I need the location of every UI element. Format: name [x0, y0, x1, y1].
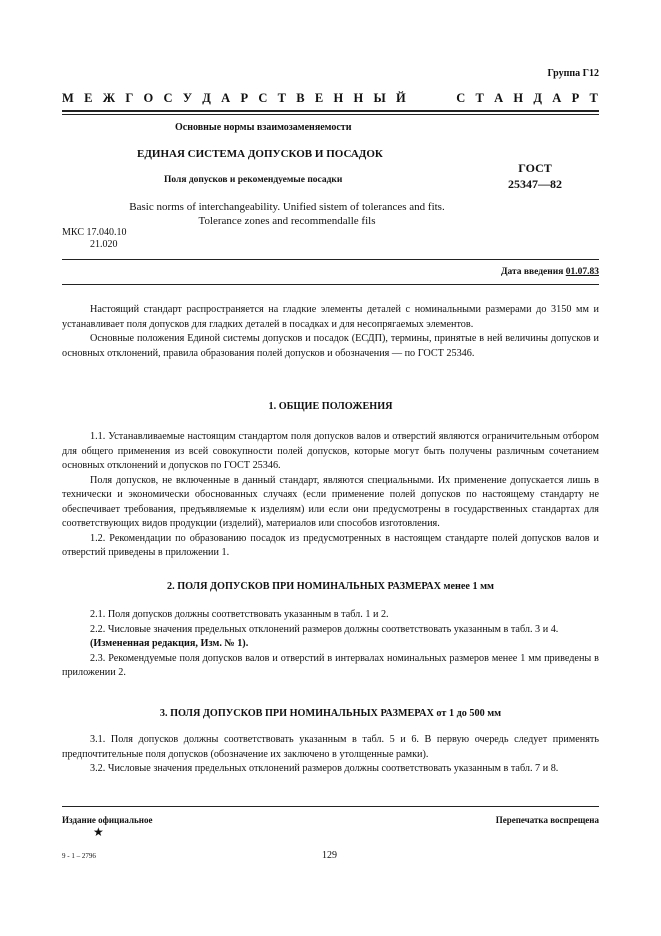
page-number: 129	[322, 850, 337, 861]
document-title: ЕДИНАЯ СИСТЕМА ДОПУСКОВ И ПОСАДОК	[137, 148, 383, 160]
paragraph: 1.2. Рекомендации по образованию посадок из предусмотренных в настоящем стандарте полей допусков валов и отверстий приведены в приложении 1.	[62, 532, 599, 558]
english-title-line: Basic norms of interchangeability. Unified sistem of tolerances and fits.	[129, 201, 445, 213]
gost-label: ГОСТ	[518, 161, 552, 175]
header-letter: А	[552, 91, 563, 105]
paragraph: 3.2. Числовые значения предельных отклонений размеров должны соответствовать указанным в табл. 7 и 8.	[90, 763, 559, 774]
header-letter	[429, 91, 433, 106]
header-letter: Н	[353, 91, 365, 105]
header-letter: Т	[277, 91, 288, 105]
header-letter: Т	[475, 91, 485, 105]
paragraph: Настоящий стандарт распространяется на гладкие элементы деталей с номинальными размерами до 3150 мм и устанавливает поля допусков для гладких деталей в посадках и для несопрягаемых элементов.	[62, 304, 599, 330]
header-letter: С	[456, 91, 467, 105]
mks-codes	[62, 227, 126, 251]
section-heading: 3. ПОЛЯ ДОПУСКОВ ПРИ НОМИНАЛЬНЫХ РАЗМЕРАХ от 1 до 500 мм	[159, 708, 502, 719]
header-letter: О	[143, 91, 155, 105]
reprint-prohibited-label: Перепечатка воспрещена	[495, 815, 599, 825]
header-letter: Ы	[373, 91, 387, 105]
header-rule-thick	[62, 110, 599, 112]
header-letter: А	[494, 91, 505, 105]
header-letter: Г	[125, 91, 135, 105]
gost-number-block	[508, 160, 562, 192]
subtitle-tolerances: Поля допусков и рекомендуемые посадки	[164, 175, 343, 185]
title-rule	[62, 259, 599, 260]
header-letter: Е	[314, 91, 325, 105]
english-title	[62, 200, 512, 228]
header-letter: С	[258, 91, 269, 105]
section-heading: 1. ОБЩИЕ ПОЛОЖЕНИЯ	[268, 401, 393, 412]
header-letter: М	[62, 91, 75, 105]
paragraph: 2.3. Рекомендуемые поля допусков валов и отверстий в интервалах номинальных размеров менее 1 мм приведены в приложении 2.	[62, 652, 599, 678]
header-letter: Д	[533, 91, 544, 105]
english-title-line: Tolerance zones and recommendalle fils	[198, 215, 376, 227]
mks-code: 21.020	[90, 239, 118, 250]
header-letter: Й	[396, 91, 407, 105]
date-rule	[62, 284, 599, 285]
header-letter: Т	[589, 91, 599, 105]
paragraph: 2.2. Числовые значения предельных отклонений размеров должны соответствовать указанным в табл. 3 и 4.	[90, 623, 559, 635]
paragraph: 1.1. Устанавливаемые настоящим стандартом поля допусков валов и отверстий являются ограничительным отбором для общего применения из всей совокупности полей допусков, которые могут быть получены различным сочетанием основных отклонений и допусков по ГОСТ 25346.	[62, 431, 599, 471]
star-icon: ★	[93, 825, 104, 839]
section-1-text	[62, 430, 599, 561]
header-letter: Н	[513, 91, 525, 105]
effective-date-label: Дата введения	[500, 267, 566, 277]
effective-date-value: 01.07.83	[565, 267, 599, 277]
footer-rule	[62, 806, 599, 807]
subtitle-norms: Основные нормы взаимозаменяемости	[175, 122, 352, 133]
section-3-text	[62, 733, 599, 777]
paragraph: Основные положения Единой системы допусков и посадок (ЕСДП), термины, принятые в ней величины допусков и основных отклонений, правила образования полей допусков и обозначения — по ГОСТ 25346.	[62, 333, 599, 359]
mks-code: МКС 17.040.10	[62, 227, 127, 238]
header-letter: Р	[571, 91, 581, 105]
header-letter: А	[221, 91, 232, 105]
section-2-text	[62, 608, 599, 681]
group-label: Группа Г12	[547, 68, 599, 79]
header-letter: С	[163, 91, 174, 105]
gost-number: 25347—82	[508, 177, 562, 191]
paragraph: 2.1. Поля допусков должны соответствовать указанным в табл. 1 и 2.	[90, 609, 389, 620]
header-letter: У	[182, 91, 194, 105]
print-code: 9 - 1 – 2796	[62, 852, 96, 860]
header-letter: Н	[333, 91, 345, 105]
header-letter: Р	[240, 91, 250, 105]
amendment-note: (Измененная редакция, Изм. № 1).	[90, 638, 249, 649]
header-letter	[443, 91, 447, 106]
official-edition-label: Издание официальное	[62, 815, 153, 825]
intro-text	[62, 303, 599, 361]
section-heading: 2. ПОЛЯ ДОПУСКОВ ПРИ НОМИНАЛЬНЫХ РАЗМЕРАХ менее 1 мм	[167, 581, 494, 592]
standard-type-header	[62, 91, 599, 106]
paragraph: 3.1. Поля допусков должны соответствовать указанным в табл. 5 и 6. В первую очередь следует применять предпочтительные поля допусков (обозначение их заключено в утолщенные рамки).	[62, 734, 599, 760]
paragraph: Поля допусков, не включенные в данный стандарт, являются специальными. Их применение допускается лишь в технически и экономически обоснованных случаях (если применение полей допусков по настоящему стандарту не обеспечивает требования, предъявляемые к изделиям) или если они предусмотрены в государственных стандартах для соответствующих видов продукции (изделий), материалов или способов изготовления.	[62, 474, 599, 529]
header-letter	[416, 91, 420, 106]
header-rule-thin	[62, 114, 599, 115]
header-letter: Е	[84, 91, 94, 105]
effective-date	[501, 267, 599, 277]
header-letter: Ж	[102, 91, 117, 105]
header-letter: В	[296, 91, 306, 105]
header-letter: Д	[202, 91, 212, 105]
